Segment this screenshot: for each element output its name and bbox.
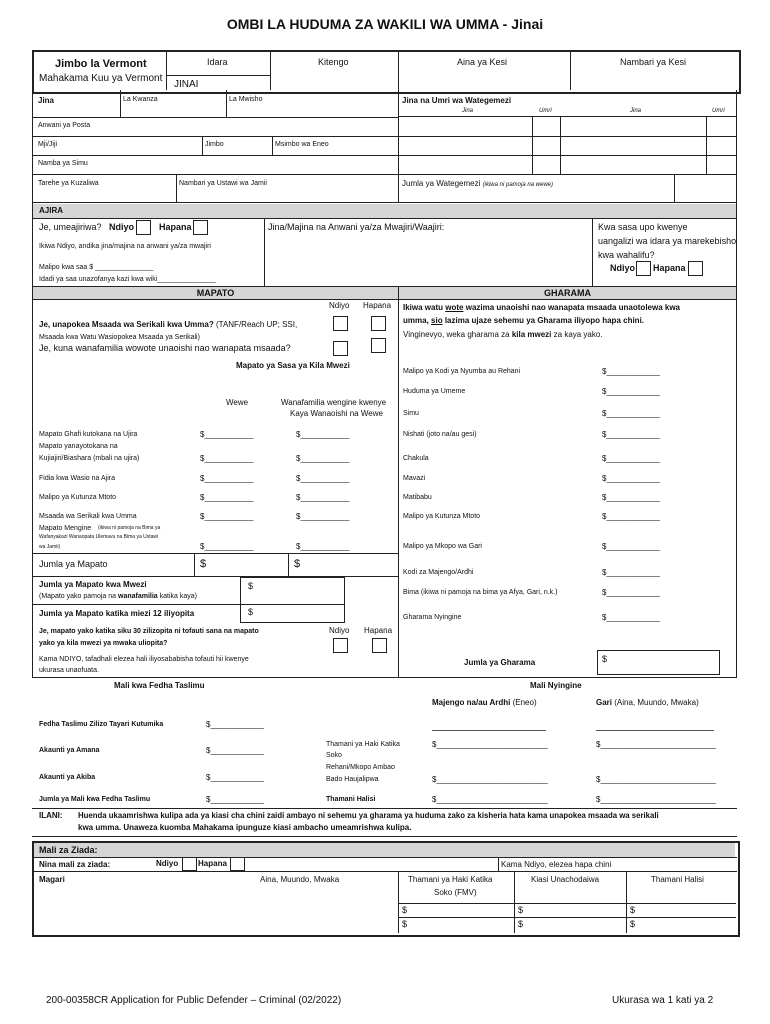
checking-value[interactable]: $____________	[206, 746, 264, 755]
assistance-yes-checkbox[interactable]	[333, 316, 348, 331]
total-expenses-field[interactable]	[597, 650, 720, 675]
real-estate-heading: Majengo na/au Ardhi (Eneo)	[432, 698, 537, 707]
case-number-label: Nambari ya Kesi	[620, 57, 687, 67]
income-self-business-household[interactable]: $___________	[296, 454, 350, 463]
employed-yes-label: Ndiyo	[109, 222, 135, 232]
savings-label: Akaunti ya Akiba	[39, 774, 96, 781]
income-child-support-self[interactable]: $___________	[200, 493, 254, 502]
mortgage-label-1: Rehani/Mkopo Ambao	[326, 764, 395, 771]
expense-food-label: Chakula	[403, 455, 429, 462]
hourly-wage-line[interactable]: Malipo kwa saa $ _______________	[39, 264, 154, 271]
expense-rent-value[interactable]: $____________	[602, 367, 660, 376]
assistance-no-checkbox[interactable]	[371, 316, 386, 331]
vehicle-1-owed[interactable]: $	[518, 905, 524, 915]
ajira-title: AJIRA	[39, 206, 64, 215]
savings-value[interactable]: $____________	[206, 773, 264, 782]
income-wages-self[interactable]: $___________	[200, 430, 254, 439]
page-number: Ukurasa wa 1 kati ya 2	[612, 995, 714, 1006]
vehicle-1-fmv[interactable]: $	[402, 905, 408, 915]
expense-childcare-label: Malipo ya Kutunza Mtoto	[403, 513, 481, 520]
other-assets-title: Mali Nyingine	[530, 681, 582, 690]
gharama-title: GHARAMA	[544, 288, 591, 298]
last-name-label: La Mwisho	[229, 96, 263, 103]
net-value-col: Thamani Halisi	[651, 875, 704, 884]
address-label: Anwani ya Posta	[38, 122, 91, 129]
supervision-line-3: kwa wahalifu?	[598, 250, 655, 260]
employer-instruction: Ikiwa Ndiyo, andika jina/majina na anwani ya/za mwajiri	[39, 243, 211, 250]
expense-fuel-value[interactable]: $____________	[602, 430, 660, 439]
equity-label: Thamani Halisi	[326, 796, 376, 803]
current-income-heading: Mapato ya Sasa ya Kila Mwezi	[236, 361, 350, 370]
household-no-checkbox[interactable]	[371, 338, 386, 353]
expense-property-tax-value[interactable]: $____________	[602, 568, 660, 577]
fmv-label-1: Thamani ya Haki Katika	[326, 741, 400, 748]
monthly-total-label: Jumla ya Mapato kwa Mwezi	[39, 580, 147, 589]
make-model-year-label: Aina, Muundo, Mwaka	[260, 875, 340, 884]
checking-label: Akaunti ya Amana	[39, 747, 100, 754]
has-assets-no-checkbox[interactable]	[230, 857, 245, 871]
supervision-line-2: uangalizi wa idara ya marekebisho	[598, 236, 737, 246]
employed-question: Je, umeajiriwa?	[39, 222, 102, 232]
income-other-note-2: Wafanyakazi Wanaopata Ulemavu na Bima ya Ustawi	[39, 534, 159, 540]
income-public-assistance-self[interactable]: $___________	[200, 512, 254, 521]
household-assistance-question: Je, kuna wanafamilia wowote unaoishi nao wanapata msaada?	[39, 343, 291, 353]
employed-no-label: Hapana	[159, 222, 192, 232]
twelve-month-total-dollar: $	[248, 607, 254, 617]
monthly-total-dollar: $	[248, 581, 254, 591]
expense-property-tax-label: Kodi za Majengo/Ardhi	[403, 569, 474, 576]
expense-insurance-value[interactable]: $____________	[602, 588, 660, 597]
state-label: Jimbo	[205, 141, 224, 148]
vehicle-2-owed[interactable]: $	[518, 919, 524, 929]
dependents-total-label: Jumla ya Wategemezi (ikiwa ni pamoja na wewe)	[402, 179, 554, 188]
real-estate-fmv-value[interactable]: $_________________________	[432, 740, 548, 749]
expense-other-label: Gharama Nyingine	[403, 614, 462, 621]
employer-label: Jina/Majina na Anwani ya/za Mwajiri/Waajiri:	[268, 222, 445, 232]
dependents-title: Jina na Umri wa Wategemezi	[402, 96, 512, 105]
total-income-self[interactable]: $	[200, 558, 207, 570]
supervision-no-label: Hapana	[653, 263, 686, 273]
expense-phone-label: Simu	[403, 410, 419, 417]
vehicle-heading: Gari (Aina, Muundo, Mwaka)	[596, 698, 699, 707]
gharama-intro-3: Vinginevyo, weka gharama za kila mwezi za kaya yako.	[403, 330, 603, 339]
cash-on-hand-label: Fedha Taslimu Zilizo Tayari Kutumika	[39, 721, 164, 728]
gharama-intro-1: Ikiwa watu wote wazima unaoishi nao wanapata msaada unaotolewa kwa	[403, 303, 681, 312]
supervision-yes-label: Ndiyo	[610, 263, 636, 273]
dependent-col-name-2: Jina	[630, 108, 642, 114]
income-row-wages-1: Mapato Ghafi kutokana na Ujira	[39, 431, 138, 438]
mapato-col-yes: Ndiyo	[329, 301, 350, 310]
col-household-1: Wanafamilia wengine kwenye	[281, 398, 387, 407]
state-name: Jimbo la Vermont	[55, 58, 147, 70]
expense-rent-label: Malipo ya Kodi ya Nyumba au Rehani	[403, 368, 521, 375]
income-row-wages-3: Kujiajiri/Biashara (mbali na ujira)	[39, 455, 140, 462]
total-expenses-label: Jumla ya Gharama	[464, 658, 536, 667]
col-household-2: Kaya Wanaoishi na Wewe	[290, 409, 383, 418]
court-name: Mahakama Kuu ya Vermont	[39, 73, 163, 84]
city-label: Mji/Jiji	[38, 141, 58, 148]
dependent-col-age-1: Umri	[539, 108, 552, 114]
fmv-col-1: Thamani ya Haki Katika	[408, 875, 493, 884]
monthly-total-note: (Mapato yako pamoja na wanafamilia katika kaya)	[39, 593, 197, 600]
vehicle-2-fmv[interactable]: $	[402, 919, 408, 929]
phone-label: Namba ya Simu	[38, 160, 88, 167]
expense-car-loan-value[interactable]: $____________	[602, 542, 660, 551]
income-child-support-household[interactable]: $___________	[296, 493, 350, 502]
public-assistance-question: Je, unapokea Msaada wa Serikali kwa Umma? (TANF/Reach UP; SSI,	[39, 320, 298, 329]
income-change-question-2: yako ya kila mwezi ya mwaka uliopita?	[39, 640, 168, 647]
notice-text-2: kwa umma. Unaweza kuomba Mahakama ipunguze kiasi ambacho umeamrishwa kulipa.	[78, 823, 412, 832]
public-assistance-note: Msaada kwa Watu Wasiopokea Msaada ya Serikali)	[39, 334, 200, 341]
has-assets-yes-label: Ndiyo	[156, 859, 179, 868]
notice-text-1: Huenda ukaamrishwa kulipa ada ya kiasi cha chini zaidi ambayo ni sehemu ya gharama ya huduma zako za kisheria hata kama unapokea msaada wa serikali	[78, 811, 659, 820]
income-row-wages-2: Mapato yanayotokana na	[39, 443, 118, 450]
cash-assets-title: Mali kwa Fedha Taslimu	[114, 681, 205, 690]
income-change-yes-label: Ndiyo	[329, 626, 350, 635]
real-estate-equity-value[interactable]: $_________________________	[432, 795, 548, 804]
kitengo-label: Kitengo	[318, 57, 349, 67]
expense-car-loan-label: Malipo ya Mkopo wa Gari	[403, 543, 482, 550]
expense-medical-label: Matibabu	[403, 494, 432, 501]
dob-label: Tarehe ya Kuzaliwa	[38, 180, 99, 187]
expense-insurance-label: Bima (ikiwa ni pamoja na bima ya Afya, Gari, n.k.)	[403, 589, 558, 596]
real-estate-mortgage-value[interactable]: $_________________________	[432, 775, 548, 784]
income-change-explain-1: Kama NDIYO, tafadhali elezea hali iliyosababisha tofauti hii kwenye	[39, 656, 249, 663]
has-assets-yes-checkbox[interactable]	[182, 857, 197, 871]
income-row-child-support: Malipo ya Kutunza Mtoto	[39, 494, 117, 501]
supervision-line-1: Kwa sasa upo kwenye	[598, 222, 688, 232]
expense-other-value[interactable]: $____________	[602, 613, 660, 622]
income-change-question-1: Je, mapato yako katika siku 30 zilizopita ni tofauti sana na mapato	[39, 628, 259, 635]
income-public-assistance-household[interactable]: $___________	[296, 512, 350, 521]
expense-electric-label: Huduma ya Umeme	[403, 388, 466, 395]
income-other-note-3: wa Jamii)	[39, 544, 61, 550]
income-change-yes-checkbox[interactable]	[333, 638, 348, 653]
mortgage-label-2: Bado Haujalipwa	[326, 776, 379, 783]
income-row-public-assistance: Msaada wa Serikali kwa Umma	[39, 513, 137, 520]
income-change-no-label: Hapana	[364, 626, 393, 635]
supervision-no-checkbox[interactable]	[688, 261, 703, 276]
income-other-note-1: (ikiwa ni pamoja na Bima ya	[98, 525, 161, 531]
expense-fuel-label: Nishati (joto na/au gesi)	[403, 431, 477, 438]
first-name-label: La Kwanza	[123, 96, 158, 103]
household-yes-checkbox[interactable]	[333, 341, 348, 356]
employed-yes-checkbox[interactable]	[136, 220, 151, 235]
supervision-yes-checkbox[interactable]	[636, 261, 651, 276]
income-change-explain-2: ukurasa unaofuata.	[39, 667, 99, 674]
total-expenses-dollar: $	[602, 654, 608, 664]
vehicle-1-net[interactable]: $	[630, 905, 636, 915]
dependent-col-age-2: Umri	[712, 108, 725, 114]
jina-label: Jina	[38, 96, 55, 105]
vehicle-equity-value[interactable]: $__________________________	[596, 795, 717, 804]
expense-electric-value[interactable]: $____________	[602, 387, 660, 396]
col-wewe: Wewe	[226, 398, 249, 407]
cash-total-value[interactable]: $____________	[206, 795, 264, 804]
notice-label: ILANI:	[39, 811, 63, 820]
ssn-label: Nambari ya Ustawi wa Jamii	[179, 180, 267, 187]
expense-phone-value[interactable]: $____________	[602, 409, 660, 418]
case-type-label: Aina ya Kesi	[457, 57, 508, 67]
twelve-month-total-label: Jumla ya Mapato katika miezi 12 iliyopita	[39, 609, 195, 618]
cash-total-label: Jumla ya Mali kwa Fedha Taslimu	[39, 796, 151, 803]
idara-value[interactable]: JINAI	[174, 79, 199, 90]
page-title: OMBI LA HUDUMA ZA WAKILI WA UMMA - Jinai	[226, 16, 544, 32]
ajira-header	[33, 204, 736, 218]
income-change-no-checkbox[interactable]	[372, 638, 387, 653]
income-wages-household[interactable]: $___________	[296, 430, 350, 439]
income-unemployment-self[interactable]: $___________	[200, 474, 254, 483]
weekly-hours-line[interactable]: Idadi ya saa unazofanya kazi kwa wiki_______________	[39, 276, 216, 283]
gharama-intro-2: umma, sio lazima ujaze sehemu ya Gharama iliyopo hapa chini.	[403, 316, 645, 325]
owed-col: Kiasi Unachodaiwa	[531, 875, 600, 884]
income-row-unemployment: Fidia kwa Wasio na Ajira	[39, 475, 115, 482]
idara-label: Idara	[207, 57, 228, 67]
form-number: 200-00358CR Application for Public Defender – Criminal (02/2022)	[46, 995, 342, 1006]
mapato-col-no: Hapana	[363, 301, 392, 310]
vehicle-loan-value[interactable]: $__________________________	[596, 775, 717, 784]
vehicle-fmv-value[interactable]: $__________________________	[596, 740, 717, 749]
income-other-self[interactable]: $___________	[200, 542, 254, 551]
income-unemployment-household[interactable]: $___________	[296, 474, 350, 483]
has-assets-no-label: Hapana	[198, 859, 227, 868]
expense-clothing-value[interactable]: $____________	[602, 474, 660, 483]
additional-assets-title: Mali za Ziada:	[39, 845, 98, 855]
expense-clothing-label: Mavazi	[403, 475, 426, 482]
income-other-household[interactable]: $___________	[296, 542, 350, 551]
fmv-label-2: Soko	[326, 752, 342, 759]
expense-medical-value[interactable]: $____________	[602, 493, 660, 502]
twelve-month-total-field[interactable]	[240, 604, 345, 623]
zip-label: Msimbo wa Eneo	[275, 141, 329, 148]
vehicle-2-net[interactable]: $	[630, 919, 636, 929]
total-income-label: Jumla ya Mapato	[39, 559, 108, 569]
employed-no-checkbox[interactable]	[193, 220, 208, 235]
vehicles-label: Magari	[39, 875, 65, 884]
dependent-col-name-1: Jina	[462, 108, 474, 114]
additional-assets-header	[34, 843, 735, 857]
expense-childcare-value[interactable]: $____________	[602, 512, 660, 521]
mapato-title: MAPATO	[196, 288, 235, 298]
fmv-col-2: Soko (FMV)	[434, 888, 477, 897]
income-self-business-self[interactable]: $___________	[200, 454, 254, 463]
has-assets-explain-label: Kama Ndiyo, elezea hapa chini	[501, 860, 612, 869]
income-row-other: Mapato Mengine	[39, 525, 92, 532]
monthly-total-field[interactable]	[240, 577, 345, 605]
total-income-household[interactable]: $	[294, 558, 301, 570]
has-assets-label: Nina mali za ziada:	[39, 860, 111, 869]
cash-on-hand-value[interactable]: $____________	[206, 720, 264, 729]
expense-food-value[interactable]: $____________	[602, 454, 660, 463]
